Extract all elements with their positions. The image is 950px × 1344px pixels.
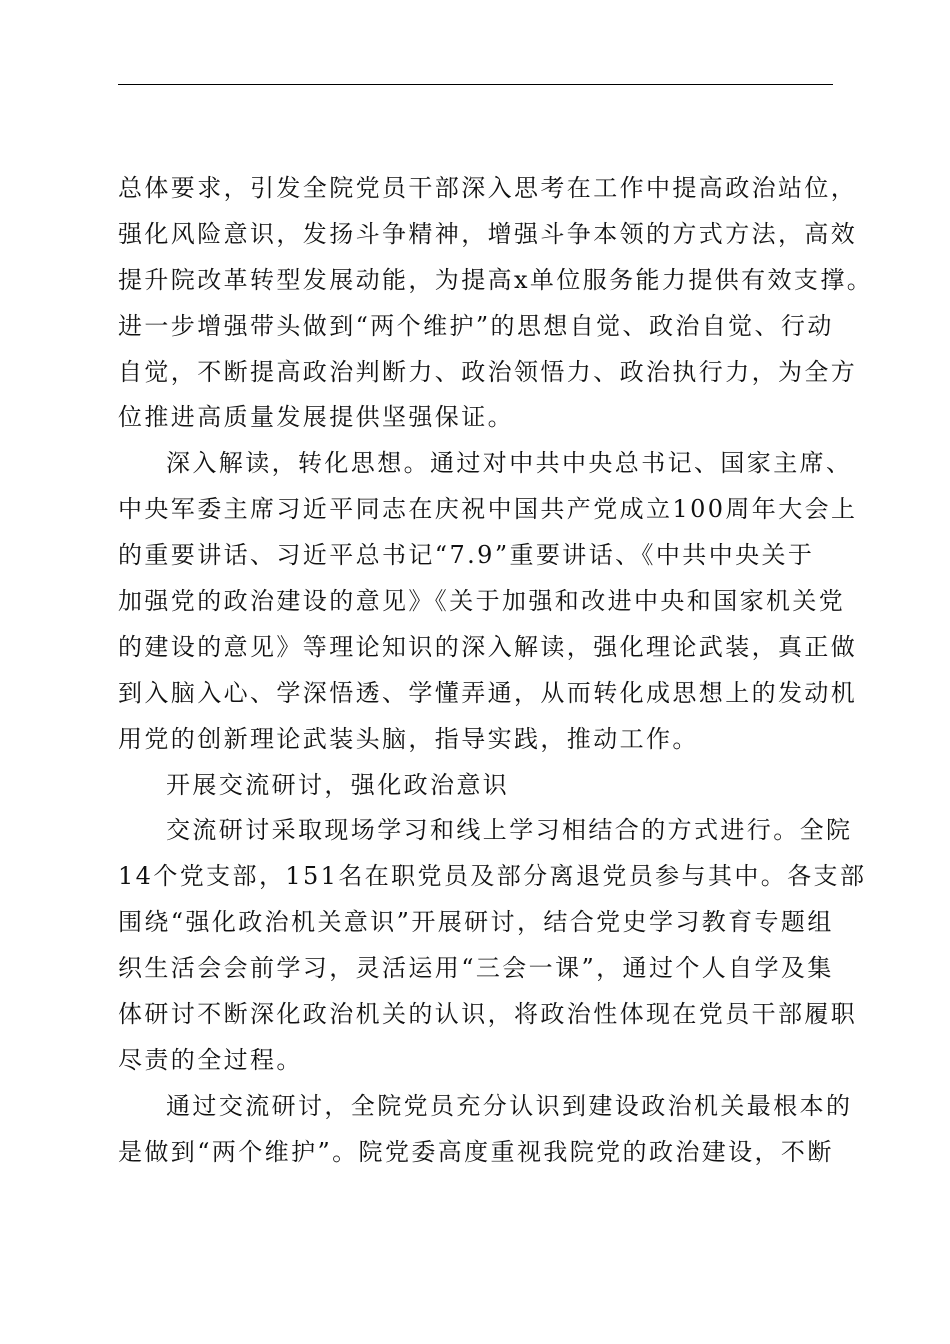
text-line: 加强党的政治建设的意见》《关于加强和改进中央和国家机关党	[118, 587, 846, 616]
section-heading: 开展交流研讨，强化政治意识	[166, 770, 510, 799]
text-line: 中央军委主席习近平同志在庆祝中国共产党成立100周年大会上	[118, 495, 858, 524]
text-line: 位推进高质量发展提供坚强保证。	[118, 403, 514, 432]
text-line: 交流研讨采取现场学习和线上学习相结合的方式进行。全院	[166, 816, 853, 845]
text-line: 自觉，不断提高政治判断力、政治领悟力、政治执行力，为全方	[118, 357, 858, 386]
text-line: 总体要求，引发全院党员干部深入思考在工作中提高政治站位，	[118, 174, 858, 202]
text-line: 通过交流研讨，全院党员充分认识到建设政治机关最根本的	[166, 1091, 853, 1120]
text-line: 强化风险意识，发扬斗争精神，增强斗争本领的方式方法，高效	[118, 219, 858, 248]
text-line: 提升院改革转型发展动能，为提高x单位服务能力提供有效支撑。	[118, 265, 874, 294]
text-line: 深入解读，转化思想。通过对中共中央总书记、国家主席、	[166, 449, 853, 478]
header-rule	[118, 84, 833, 85]
text-line: 的建设的意见》等理论知识的深入解读，强化理论武装，真正做	[118, 632, 858, 661]
text-line: 织生活会会前学习，灵活运用“三会一课”，通过个人自学及集	[118, 954, 834, 983]
text-line: 进一步增强带头做到“两个维护”的思想自觉、政治自觉、行动	[118, 311, 834, 340]
text-line: 是做到“两个维护”。院党委高度重视我院党的政治建设，不断	[118, 1137, 834, 1166]
text-line: 到入脑入心、学深悟透、学懂弄通，从而转化成思想上的发动机	[118, 678, 858, 707]
text-line: 尽责的全过程。	[118, 1045, 303, 1074]
text-line: 围绕“强化政治机关意识”开展研讨，结合党史学习教育专题组	[118, 908, 834, 937]
text-line: 体研讨不断深化政治机关的认识，将政治性体现在党员干部履职	[118, 1000, 858, 1029]
text-line: 的重要讲话、习近平总书记“7.9”重要讲话、《中共中央关于	[118, 541, 815, 570]
text-line: 用党的创新理论武装头脑，指导实践，推动工作。	[118, 724, 699, 753]
body-text	[118, 166, 874, 1176]
text-line: 14个党支部，151名在职党员及部分离退党员参与其中。各支部	[118, 862, 867, 891]
